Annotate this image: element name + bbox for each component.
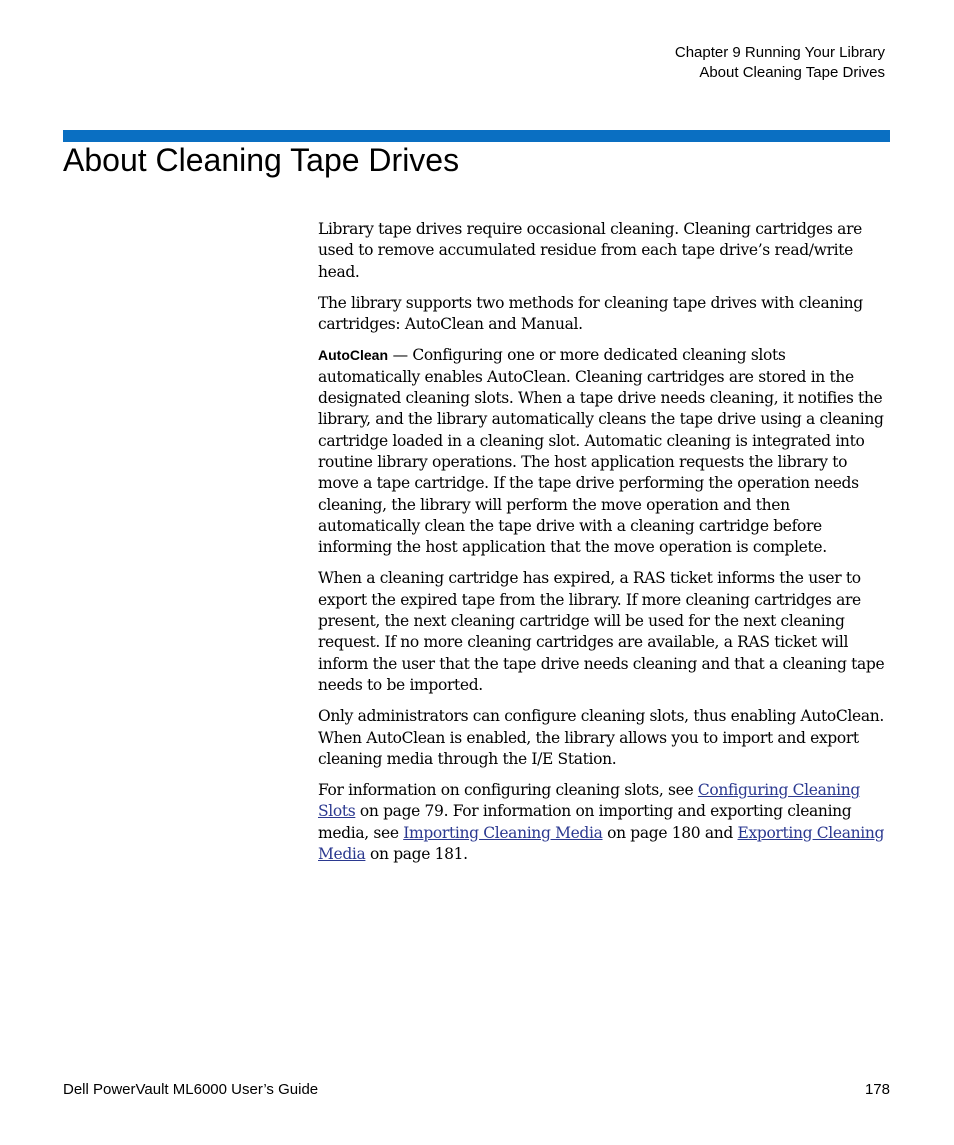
- reference-text-4: on page 181.: [365, 845, 468, 864]
- reference-text-1: For information on configuring cleaning slots, see: [318, 781, 698, 800]
- link-exporting-cleaning-media[interactable]: Exporting Cleaning Media: [318, 823, 885, 864]
- paragraph-intro: Library tape drives require occasional cleaning. Cleaning cartridges are used to remove accumulated residue from each tape drive’s read/write head.: [318, 220, 862, 281]
- paragraph-references: [318, 780, 890, 865]
- footer-guide-title: Dell PowerVault ML6000 User’s Guide: [63, 1081, 319, 1098]
- autoclean-text: Configuring one or more dedicated cleaning slots automatically enables AutoClean. Cleaning cartridges are stored in the designated cleaning slots. When a tape drive needs cleaning, it notifies the library, and the library automatically cleans the tape drive using a cleaning cartridge loaded in a cleaning slot. Automatic cleaning is integrated into routine library operations. The host application requests the library to move a tape cartridge. If the tape drive performing the operation needs cleaning, the library will perform the move operation and then automatically clean the tape drive with a cleaning cartridge before informing the host application that the move operation is complete.: [318, 346, 884, 557]
- page-title: About Cleaning Tape Drives: [63, 142, 460, 178]
- paragraph-expired-cartridge: When a cleaning cartridge has expired, a RAS ticket informs the user to export the expired tape from the library. If more cleaning cartridges are present, the next cleaning cartridge will be used for the next cleaning request. If no more cleaning cartridges are available, a RAS ticket will inform the user that the tape drive needs cleaning and that a cleaning tape needs to be imported.: [318, 569, 885, 694]
- autoclean-run-in-heading: AutoClean: [318, 347, 388, 364]
- header-chapter: Chapter 9 Running Your Library: [674, 44, 885, 61]
- autoclean-separator: —: [388, 346, 413, 365]
- body-text: [318, 219, 890, 875]
- reference-text-2: on page 79. For information on importing and exporting cleaning media, see: [318, 802, 852, 842]
- header-section: About Cleaning Tape Drives: [699, 64, 885, 81]
- link-importing-cleaning-media[interactable]: Importing Cleaning Media: [403, 823, 603, 842]
- running-header: [675, 43, 885, 83]
- footer-page-number: 178: [864, 1081, 890, 1098]
- paragraph-autoclean: [318, 345, 890, 558]
- paragraph-administrators: Only administrators can configure cleaning slots, thus enabling AutoClean. When AutoClean is enabled, the library allows you to import and export cleaning media through the I/E Station.: [318, 707, 884, 768]
- link-configuring-cleaning-slots[interactable]: Configuring Cleaning Slots: [318, 781, 860, 821]
- paragraph-methods: The library supports two methods for cleaning tape drives with cleaning cartridges: AutoClean and Manual.: [318, 293, 863, 334]
- reference-text-3: on page 180 and: [602, 823, 738, 842]
